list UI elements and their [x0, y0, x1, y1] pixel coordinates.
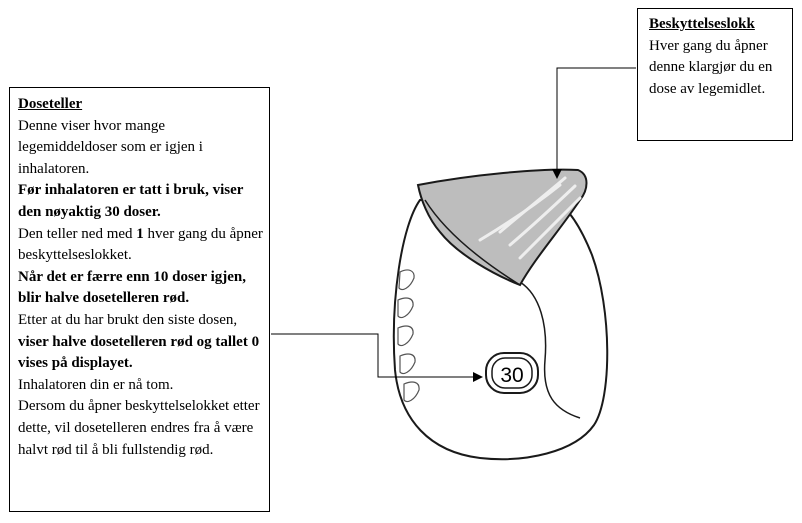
after-last-bold: viser halve dosetelleren rød og tallet 0 vises på displayet. [18, 333, 260, 372]
dose-counter-window [486, 353, 538, 393]
counts-down-pre: Den teller ned med [18, 225, 137, 242]
dose-counter-value: 30 [500, 364, 524, 387]
counts-down-number: 1 [136, 225, 144, 242]
dose-counter-intro: Denne viser hvor mange legemiddeldoser som er igjen i inhalatoren. [18, 117, 203, 177]
before-use-text: Før inhalatoren er tatt i bruk, viser den nøyaktig 30 doser. [18, 182, 244, 220]
empty-text: Inhalatoren din er nå tom. [18, 376, 174, 393]
counts-down-post: hver gang du åpner beskyttelseslokket. [18, 225, 263, 264]
protective-cap-body: Hver gang du åpner denne klargjør du en dose av legemidlet. [649, 37, 773, 97]
after-last-pre: Etter at du har brukt den siste dosen, [18, 311, 238, 328]
protective-cap-callout [637, 8, 793, 141]
fewer-than-ten-text: Når det er færre enn 10 doser igjen, blir halve dosetelleren rød. [18, 268, 247, 307]
protective-cap-title: Beskyttelseslokk [649, 16, 755, 32]
dose-counter-callout [9, 87, 270, 512]
reopen-text: Dersom du åpner beskyttelselokket etter dette, vil dosetelleren endres fra å være halvt rød til å bli fullstendig rød. [18, 398, 260, 458]
cap-leader-line [557, 68, 636, 178]
dose-counter-title: Doseteller [18, 96, 83, 112]
